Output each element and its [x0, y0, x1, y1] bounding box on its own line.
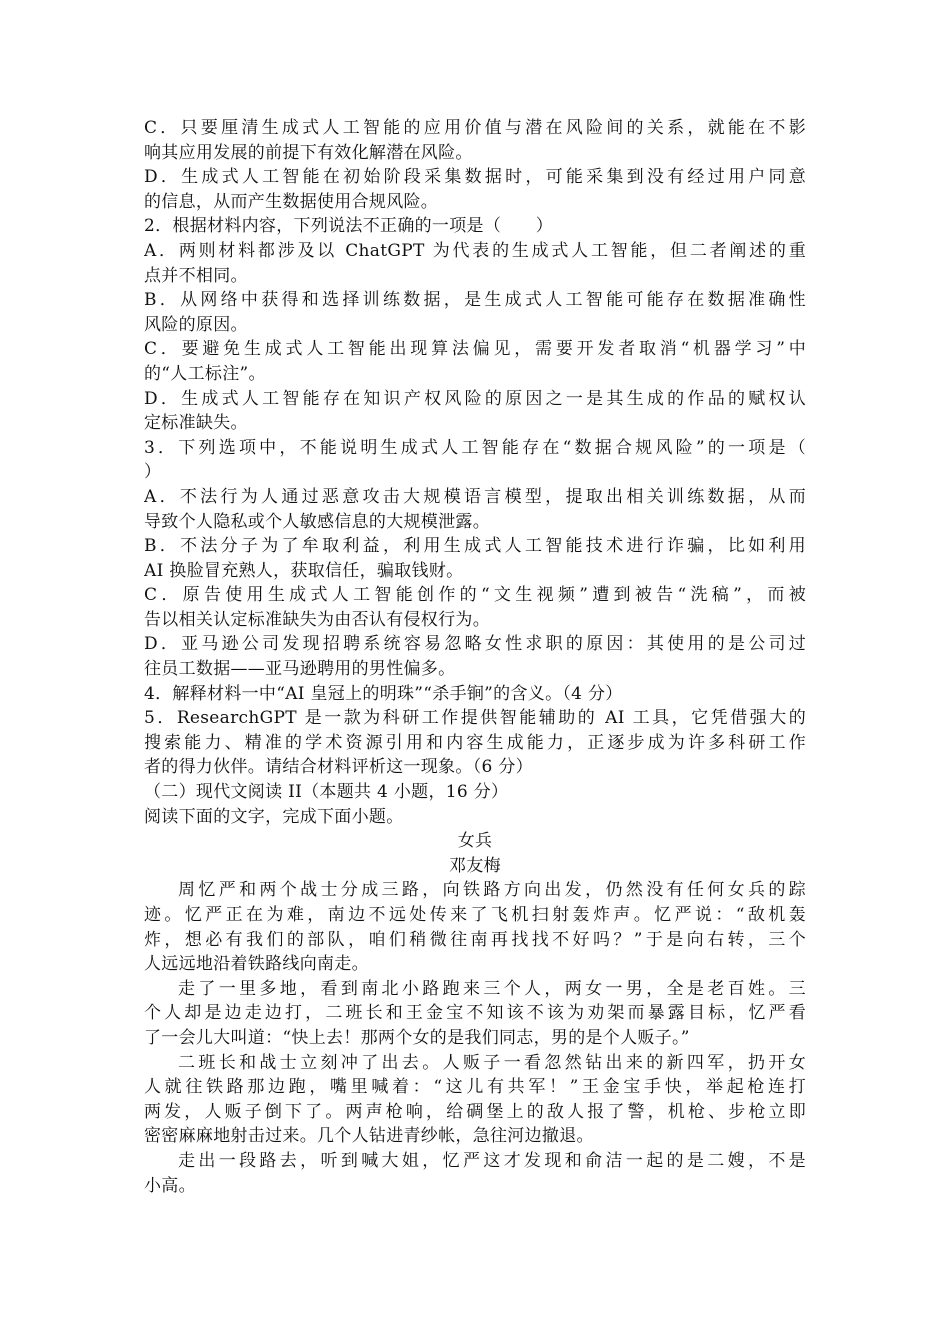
- q3-stem-line-1: 3．下列选项中，不能说明生成式人工智能存在“数据合规风险”的一项是（: [144, 437, 806, 458]
- q3-option-b-line-1: B．不法分子为了牟取利益，利用生成式人工智能技术进行诈骗，比如利用: [144, 536, 806, 557]
- paragraph-2-line-3: 了一会儿大叫道：“快上去！那两个女的是我们同志，男的是个人贩子。”: [144, 1027, 690, 1048]
- section-instruction: 阅读下面的文字，完成下面小题。: [144, 806, 404, 827]
- paragraph-2-line-1: 走了一里多地，看到南北小路跑来三个人，两女一男，全是老百姓。三: [178, 978, 806, 999]
- q3-option-d-line-1: D．亚马逊公司发现招聘系统容易忽略女性求职的原因：其使用的是公司过: [144, 634, 806, 655]
- paragraph-3-line-1: 二班长和战士立刻冲了出去。人贩子一看忽然钻出来的新四军，扔开女: [178, 1052, 806, 1073]
- document-page: [144, 116, 806, 1198]
- q2-stem: 2．根据材料内容，下列说法不正确的一项是（ ）: [144, 216, 554, 237]
- paragraph-1-line-2: 迹。忆严正在为难，南边不远处传来了飞机扫射轰炸声。忆严说：“敌机轰: [144, 905, 806, 925]
- q4-stem: 4．解释材料一中“AI 皇冠上的明珠”“杀手锏”的含义。（4 分）: [144, 683, 623, 704]
- paragraph-2-line-2: 个人却是边走边打，二班长和王金宝不知该不该为劝架而暴露目标，忆严看: [144, 1003, 806, 1024]
- section-heading: （二）现代文阅读 II（本题共 4 小题，16 分）: [144, 782, 509, 803]
- q3-option-c-line-2: 告以相关认定标准缺失为由否认有侵权行为。: [144, 609, 490, 630]
- q2-option-a-line-1: A．两则材料都涉及以 ChatGPT 为代表的生成式人工智能，但二者阐述的重: [144, 240, 806, 261]
- q2-option-c-line-1: C．要避免生成式人工智能出现算法偏见，需要开发者取消“机器学习”中: [144, 339, 806, 360]
- q2-option-a-line-2: 点并不相同。: [144, 265, 248, 286]
- q2-option-b-line-2: 风险的原因。: [144, 314, 248, 335]
- q1-option-c-line-2: 响其应用发展的前提下有效化解潜在风险。: [144, 142, 473, 163]
- story-author: 邓友梅: [449, 855, 501, 876]
- story-title: 女兵: [457, 831, 493, 852]
- q2-option-d-line-2: 定标准缺失。: [144, 413, 248, 434]
- paragraph-1-line-1: 周忆严和两个战士分成三路，向铁路方向出发，仍然没有任何女兵的踪: [178, 880, 806, 901]
- q2-option-c-line-2: 的“人工标注”。: [144, 363, 266, 384]
- paragraph-4-line-2: 小高。: [144, 1175, 196, 1196]
- paragraph-3-line-3: 两发，人贩子倒下了。两声枪响，给碉堡上的敌人报了警，机枪、步枪立即: [144, 1101, 806, 1122]
- paragraph-4-line-1: 走出一段路去，听到喊大姐，忆严这才发现和俞洁一起的是二嫂，不是: [178, 1150, 806, 1171]
- q3-option-b-line-2: AI 换脸冒充熟人，获取信任，骗取钱财。: [144, 560, 464, 581]
- q5-line-3: 者的得力伙伴。请结合材料评析这一现象。（6 分）: [144, 757, 533, 778]
- q1-option-d-line-1: D．生成式人工智能在初始阶段采集数据时，可能采集到没有经过用户同意: [144, 167, 806, 188]
- q1-option-c-line-1: C．只要厘清生成式人工智能的应用价值与潜在风险间的关系，就能在不影: [144, 118, 806, 138]
- q3-option-a-line-1: A．不法行为人通过恶意攻击大规模语言模型，提取出相关训练数据，从而: [144, 486, 806, 507]
- q2-option-d-line-1: D．生成式人工智能存在知识产权风险的原因之一是其生成的作品的赋权认: [144, 388, 806, 409]
- q3-option-c-line-1: C．原告使用生成式人工智能创作的“文生视频”遭到被告“洗稿”，而被: [144, 585, 806, 606]
- q3-option-d-line-2: 往员工数据——亚马逊聘用的男性偏多。: [144, 659, 456, 680]
- q3-stem-line-2: ）: [144, 462, 162, 483]
- q5-line-2: 搜索能力、精准的学术资源引用和内容生成能力，正逐步成为许多科研工作: [144, 732, 806, 753]
- paragraph-1-line-4: 人远远地沿着铁路线向南走。: [144, 954, 369, 975]
- paragraph-3-line-4: 密密麻麻地射击过来。几个人钻进青纱帐，急往河边撤退。: [144, 1126, 594, 1147]
- q1-option-d-line-2: 的信息，从而产生数据使用合规风险。: [144, 191, 439, 212]
- q5-line-1: 5．ResearchGPT 是一款为科研工作提供智能辅助的 AI 工具，它凭借强大的: [144, 708, 806, 729]
- paragraph-1-line-3: 炸，想必有我们的部队，咱们稍微往南再找找不好吗？”于是向右转，三个: [144, 929, 806, 950]
- q2-option-b-line-1: B．从网络中获得和选择训练数据，是生成式人工智能可能存在数据准确性: [144, 290, 806, 311]
- q3-option-a-line-2: 导致个人隐私或个人敏感信息的大规模泄露。: [144, 511, 490, 532]
- paragraph-3-line-2: 人就往铁路那边跑，嘴里喊着：“这儿有共军！”王金宝手快，举起枪连打: [144, 1077, 806, 1098]
